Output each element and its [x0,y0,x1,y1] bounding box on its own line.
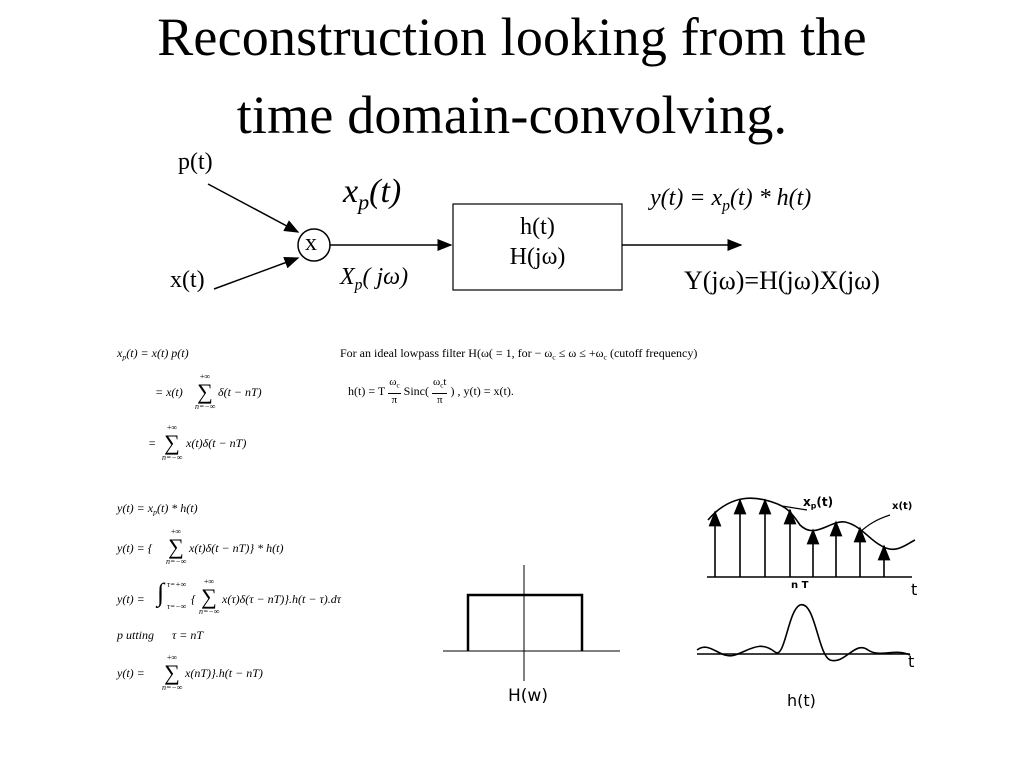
hw-plot-label: H(w) [508,686,548,706]
eq-output-convolution: $y(t) = x_p(t) * h(t)$ [117,501,198,517]
output-time-label: $y(t) = x_p(t) * h(t)$ [650,185,812,215]
eq-output-sum: y(t) = { [117,541,153,555]
xp-curve-label: $x_p(t)$ [803,495,834,511]
eq-impulse-train-term: δ(t − nT) [218,385,262,399]
eq-sampled-sum: = [148,436,157,450]
eq-integral-term: x(τ)δ(τ − nT)}.h(t − τ).dτ [222,592,342,606]
xp-freq-label: $X_p$( jω) [340,264,409,294]
eq-final-output: y(t) = [117,666,145,680]
xp-time-label: $x_p(t)$ [343,173,402,215]
sum-symbol-5: +∞ ∑ n=−∞ [162,653,183,692]
eq-xp-definition: $x_p(t) = x(t)$ p(t) [117,346,189,362]
eq-impulse-train: = x(t) [155,385,183,399]
system-freq-label: H(jω) [509,244,566,270]
sinc-impulse-response: h(t) = T $\omega_c$ π Sinc( $\omega_ct$ π ) , y(t) = x(t). [348,376,514,406]
eq-output-integral: y(t) = [117,592,145,606]
fraction-wc-pi: $\omega_c$ π [389,376,400,406]
multiplier-symbol: x [305,230,317,256]
system-time-label: h(t) [520,214,555,240]
hw-plot [443,565,620,681]
sum-symbol-3: +∞ ∑ n=−∞ [166,527,187,566]
eq-output-sum-term: x(t)δ(t − nT)} * h(t) [189,541,284,555]
nt-label: n T [791,580,809,591]
eq-final-output-term: x(nT)}.h(t − nT) [185,666,263,680]
input-p-label: p(t) [178,149,213,175]
arrow-p-to-multiplier [208,184,298,232]
fraction-wct-pi: $\omega_ct$ π [432,376,447,406]
output-freq-label: Y(jω)=H(jω)X(jω) [684,266,880,295]
sum-symbol-2: +∞ ∑ n=−∞ [162,423,183,462]
sum-symbol-4: +∞ ∑ n=−∞ [199,577,220,616]
input-x-label: x(t) [170,267,205,293]
filter-definition: For an ideal lowpass filter H(ω( = 1, for − $\omega_c \le \omega \le +\omega_c$ (cutoff frequency) [340,346,698,362]
title-line-1: Reconstruction looking from the [157,7,867,67]
ht-plot-label: h(t) [787,691,816,710]
eq-integral-brace: { [191,592,196,606]
sum-symbol-1: +∞ ∑ n=−∞ [195,372,216,411]
title-line-2: time domain-convolving. [236,85,788,145]
arrow-x-to-multiplier [214,258,298,289]
eq-sampled-sum-term: x(t)δ(t − nT) [186,436,247,450]
sinc-axis-t-label: t [908,652,915,671]
ht-sinc-plot [697,605,910,661]
x-curve-label: x(t) [892,501,913,512]
eq-putting: p utting τ = nT [117,628,204,642]
system-label [453,212,622,272]
sample-axis-t-label: t [911,580,918,599]
